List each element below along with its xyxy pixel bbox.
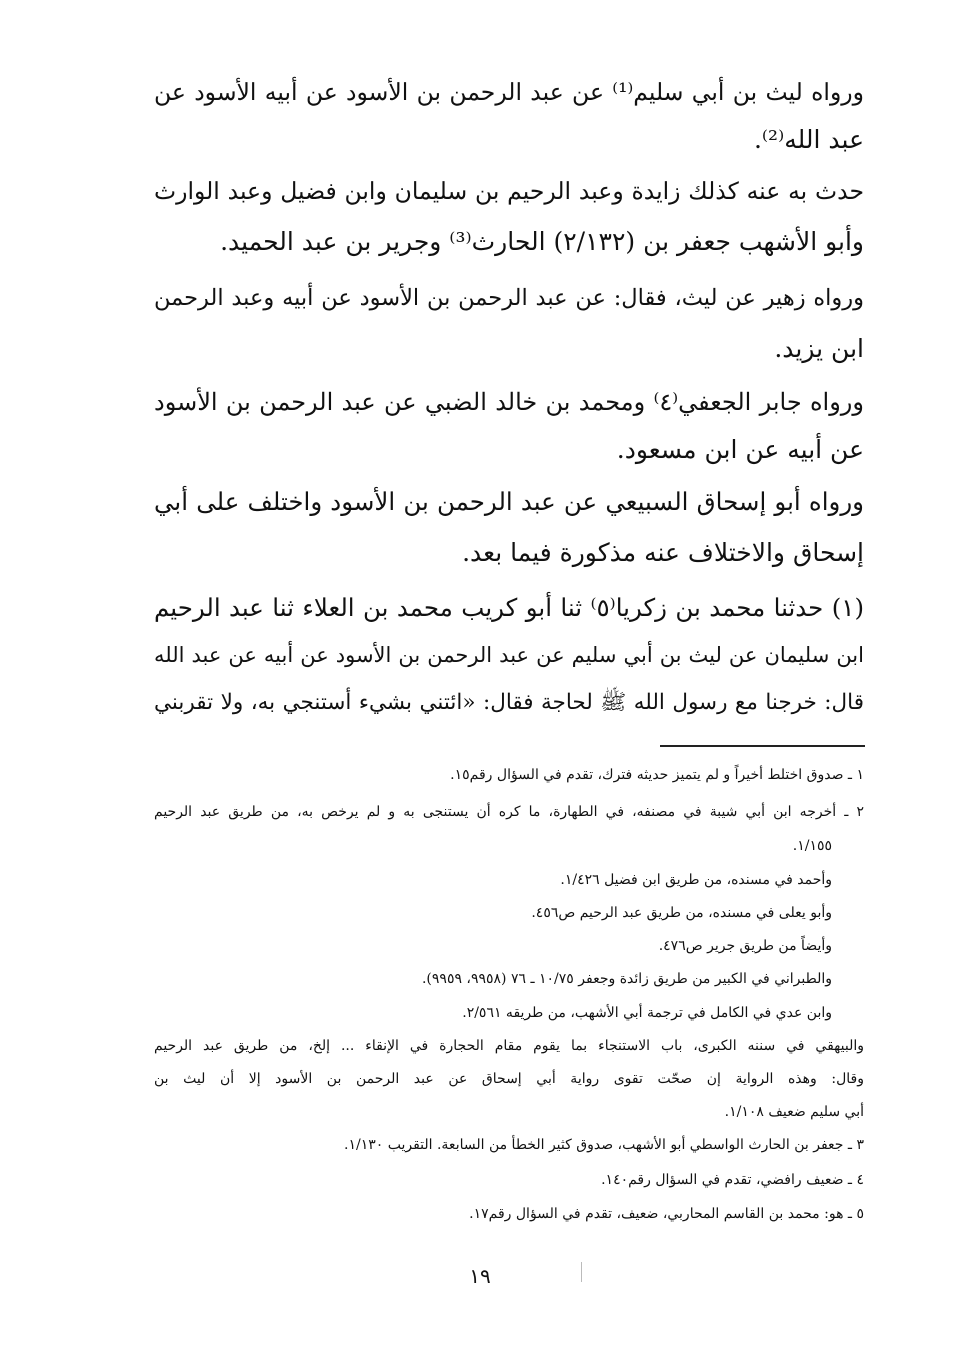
footnote-line: ٣ ـ جعفر بن الحارث الواسطي أبو الأشهب، صدوق كثير الخطأ من السابعة. التقريب ١/١٣٠. — [344, 1137, 864, 1153]
page-number: ١٩ — [469, 1264, 491, 1288]
footnote-line: ٤ ـ ضعيف رافضي، تقدم في السؤال رقم١٤٠. — [601, 1172, 864, 1188]
main-text-line: ورواه زهير عن ليث، فقال: عن عبد الرحمن بن الأسود عن أبيه وعبد الرحمن — [154, 285, 864, 311]
main-text-line: قال: خرجنا مع رسول الله ﷺ لحاجة فقال: «ائتني بشيء أستنجي به، ولا تقربني — [154, 690, 864, 715]
footnote-line: ١ ـ صدوق اختلط أخيراً و لم يتميز حديثه فترك، تقدم في السؤال رقم١٥. — [450, 767, 864, 783]
footnote-line: والبيهقي في سننه الكبرى، باب الاستنجاء بما يقوم مقام الحجارة في الإنقاء ... إلخ، من طريق عبد الرحيم — [154, 1038, 864, 1054]
scan-mark — [581, 1262, 582, 1282]
footnote-line: أبي سليم ضعيف ١/١٠٨. — [724, 1104, 864, 1120]
main-text-line: ورواه أبو إسحاق السبيعي عن عبد الرحمن بن الأسود واختلف على أبي — [154, 487, 864, 516]
main-text-line: وأبو الأشهب جعفر بن (٢/١٣٢) الحارث⁽³⁾ وجرير بن عبد الحميد. — [220, 227, 864, 256]
footnote-line: ٢ ـ أخرجه ابن أبي شيبة في مصنفه، في الطهارة، ما كره أن يستنجى به و لم يرخص به، من طريق عبد الرحيم — [154, 804, 864, 820]
main-text-line: حدث به عنه كذلك زايدة وعبد الرحيم بن سليمان وابن فضيل وعبد الوارث — [154, 177, 864, 205]
main-text-line: عبد الله⁽²⁾. — [753, 125, 864, 154]
main-text-line: عن أبيه عن ابن مسعود. — [616, 435, 864, 464]
footnote-line: ١/١٥٥. — [792, 838, 832, 854]
main-text-line: ورواه جابر الجعفي⁽٤⁾ ومحمد بن خالد الضبي عن عبد الرحمن بن الأسود — [154, 388, 864, 416]
footnote-line: وابن عدي في الكامل في ترجمة أبي الأشهب، من طريقه ٢/٥٦١. — [462, 1005, 832, 1021]
footnote-line: وأيضاً من طريق جرير ص٤٧٦. — [658, 938, 832, 954]
main-text-line: (١) حدثنا محمد بن زكريا⁽٥⁾ ثنا أبو كريب محمد بن العلاء ثنا عبد الرحيم — [154, 593, 865, 622]
main-text-line: ابن سليمان عن ليث بن أبي سليم عن عبد الرحمن بن الأسود عن أبيه عن عبد الله — [154, 643, 864, 667]
footnote-line: وأبو يعلى في مسنده، من طريق عبد الرحيم ص٤٥٦. — [531, 905, 832, 921]
footnote-separator — [660, 745, 865, 747]
footnote-line: وقال: وهذه الرواية إن صحّت تقوى رواية أبي إسحاق عن عبد الرحمن بن الأسود إلا أن ليث بن — [154, 1071, 864, 1087]
main-text-line: ابن يزيد. — [774, 334, 864, 363]
main-text-line: ورواه ليث بن أبي سليم⁽¹⁾ عن عبد الرحمن بن الأسود عن أبيه الأسود عن — [154, 78, 865, 106]
footnote-line: ٥ ـ هو: محمد بن القاسم المحاربي، ضعيف، تقدم في السؤال رقم١٧. — [469, 1206, 864, 1222]
footnote-line: وأحمد في مسنده، من طريق ابن فضيل ١/٤٢٦. — [560, 872, 832, 888]
main-text-line: إسحاق والاختلاف عنه مذكورة فيما بعد. — [462, 538, 864, 567]
footnote-line: والطبراني في الكبير من طريق زائدة وجعفر ١٠/٧٥ ـ ٧٦ (٩٩٥٨، ٩٩٥٩). — [421, 971, 832, 987]
